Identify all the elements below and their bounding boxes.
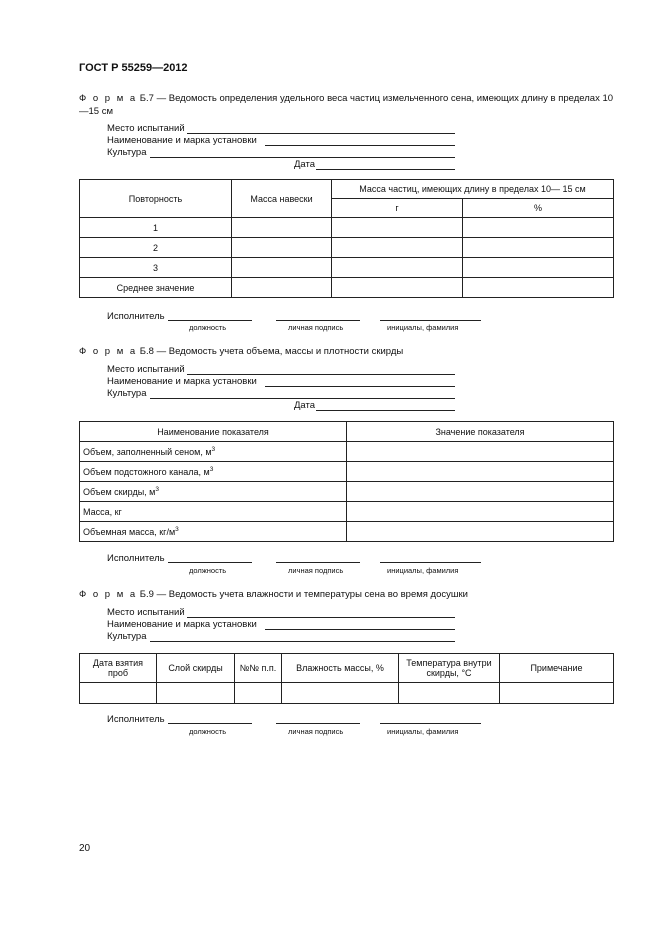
b8-initials-line[interactable] bbox=[380, 562, 481, 563]
table-cell[interactable] bbox=[347, 502, 614, 522]
form-b7-install-line[interactable] bbox=[265, 145, 455, 146]
table-cell[interactable] bbox=[332, 218, 463, 238]
b9-signature-caption: личная подпись bbox=[288, 727, 344, 736]
b7-position-caption: должность bbox=[189, 323, 227, 332]
indicator-label: Объемная масса, $кг/м^3$ bbox=[80, 522, 347, 542]
form-b7-crop-label: Культура bbox=[107, 147, 147, 158]
b7-signature-caption: личная подпись bbox=[288, 323, 344, 332]
b8-executor-label: Исполнитель bbox=[107, 553, 165, 564]
table-cell[interactable] bbox=[232, 278, 332, 298]
form-b7-place-label: Место испытаний bbox=[107, 123, 185, 134]
document-header: ГОСТ Р 55259—2012 bbox=[79, 62, 188, 74]
b9-initials-caption: инициалы, фамилия bbox=[387, 727, 459, 736]
b9-executor-label: Исполнитель bbox=[107, 714, 165, 725]
table-row bbox=[80, 278, 614, 298]
b7-initials-line[interactable] bbox=[380, 320, 481, 321]
form-b9-crop-line[interactable] bbox=[150, 641, 455, 642]
row-label: 1 bbox=[80, 218, 232, 238]
table-cell[interactable] bbox=[332, 278, 463, 298]
table-cell[interactable] bbox=[347, 522, 614, 542]
table-row bbox=[80, 238, 614, 258]
col-name-header: Наименование показателя bbox=[80, 422, 347, 442]
form-b8-date-label: Дата bbox=[294, 400, 316, 411]
table-cell[interactable] bbox=[347, 442, 614, 462]
table-cell[interactable] bbox=[232, 258, 332, 278]
form-b8-install-label: Наименование и марка установки bbox=[107, 376, 257, 387]
table-cell[interactable] bbox=[332, 258, 463, 278]
b7-signature-line[interactable] bbox=[276, 320, 360, 321]
table-cell[interactable] bbox=[463, 218, 614, 238]
table-row bbox=[80, 482, 614, 502]
col-g-header: г bbox=[332, 199, 463, 218]
indicator-label: Объем подстожного канала, $м^3$ bbox=[80, 462, 347, 482]
form-b7-date-label: Дата bbox=[294, 159, 316, 170]
page-number: 20 bbox=[79, 843, 91, 854]
table-row bbox=[80, 683, 614, 704]
form-b8-install-line[interactable] bbox=[265, 386, 455, 387]
indicator-label: Масса, кг bbox=[80, 502, 347, 522]
form-b8-place-line[interactable] bbox=[187, 374, 455, 375]
col-value-header: Значение показателя bbox=[347, 422, 614, 442]
b8-signature-line[interactable] bbox=[276, 562, 360, 563]
col-num-header: №№ п.п. bbox=[235, 654, 282, 683]
table-cell[interactable] bbox=[157, 683, 235, 704]
b8-signature-caption: личная подпись bbox=[288, 566, 344, 575]
table-row bbox=[80, 258, 614, 278]
indicator-label: Объем, заполненный сеном, $м^3$ bbox=[80, 442, 347, 462]
b8-position-caption: должность bbox=[189, 566, 227, 575]
form-b9-install-label: Наименование и марка установки bbox=[107, 619, 257, 630]
table-cell[interactable] bbox=[347, 462, 614, 482]
form-b8-place-label: Место испытаний bbox=[107, 364, 185, 375]
form-b8-date-line[interactable] bbox=[316, 410, 455, 411]
table-cell[interactable] bbox=[282, 683, 399, 704]
form-b7-crop-line[interactable] bbox=[150, 157, 455, 158]
form-b9-install-line[interactable] bbox=[265, 629, 455, 630]
col-repeat-header: Повторность bbox=[80, 180, 232, 218]
form-b7-place-line[interactable] bbox=[187, 133, 455, 134]
b9-signature-line[interactable] bbox=[276, 723, 360, 724]
row-label: 2 bbox=[80, 238, 232, 258]
table-cell[interactable] bbox=[332, 238, 463, 258]
b9-position-line[interactable] bbox=[168, 723, 252, 724]
table-row bbox=[80, 522, 614, 542]
table-row bbox=[80, 462, 614, 482]
table-cell[interactable] bbox=[347, 482, 614, 502]
col-mass-header: Масса навески bbox=[232, 180, 332, 218]
form-b9-place-label: Место испытаний bbox=[107, 607, 185, 618]
table-cell[interactable] bbox=[80, 683, 157, 704]
col-particles-header: Масса частиц, имеющих длину в пределах 10— 15 см bbox=[332, 180, 614, 199]
table-cell[interactable] bbox=[232, 238, 332, 258]
form-b9-title: Ф о р м а Б.9 — Ведомость учета влажности и температуры сена во время досушки bbox=[79, 589, 468, 600]
form-b9-place-line[interactable] bbox=[187, 617, 455, 618]
form-b7-table bbox=[79, 179, 614, 298]
form-b9-table bbox=[79, 653, 614, 704]
table-cell[interactable] bbox=[463, 258, 614, 278]
col-note-header: Примечание bbox=[500, 654, 614, 683]
table-cell[interactable] bbox=[399, 683, 500, 704]
b7-position-line[interactable] bbox=[168, 320, 252, 321]
table-cell[interactable] bbox=[500, 683, 614, 704]
table-row bbox=[80, 502, 614, 522]
form-b7-date-line[interactable] bbox=[316, 169, 455, 170]
col-pct-header: % bbox=[463, 199, 614, 218]
col-layer-header: Слой скирды bbox=[157, 654, 235, 683]
form-b7-install-label: Наименование и марка установки bbox=[107, 135, 257, 146]
form-b8-title: Ф о р м а Б.8 — Ведомость учета объема, массы и плотности скирды bbox=[79, 346, 404, 357]
form-b8-table bbox=[79, 421, 614, 542]
b9-initials-line[interactable] bbox=[380, 723, 481, 724]
row-label: Среднее значение bbox=[80, 278, 232, 298]
row-label: 3 bbox=[80, 258, 232, 278]
b9-position-caption: должность bbox=[189, 727, 227, 736]
indicator-label: Объем скирды, $м^3$ bbox=[80, 482, 347, 502]
col-temperature-header: Температура внутри скирды, °С bbox=[399, 654, 500, 683]
col-date-header: Дата взятия проб bbox=[80, 654, 157, 683]
b7-initials-caption: инициалы, фамилия bbox=[387, 323, 459, 332]
form-b9-crop-label: Культура bbox=[107, 631, 147, 642]
table-cell[interactable] bbox=[235, 683, 282, 704]
table-cell[interactable] bbox=[232, 218, 332, 238]
col-moisture-header: Влажность массы, % bbox=[282, 654, 399, 683]
table-cell[interactable] bbox=[463, 238, 614, 258]
form-b8-crop-label: Культура bbox=[107, 388, 147, 399]
table-row bbox=[80, 442, 614, 462]
form-b8-crop-line[interactable] bbox=[150, 398, 455, 399]
b7-executor-label: Исполнитель bbox=[107, 311, 165, 322]
table-row bbox=[80, 218, 614, 238]
table-cell[interactable] bbox=[463, 278, 614, 298]
b8-position-line[interactable] bbox=[168, 562, 252, 563]
b8-initials-caption: инициалы, фамилия bbox=[387, 566, 459, 575]
form-b7-title: Ф о р м а Б.7 — Ведомость определения удельного веса частиц измельченного сена, имеющих длину в пределах 10—15 см bbox=[79, 93, 614, 117]
